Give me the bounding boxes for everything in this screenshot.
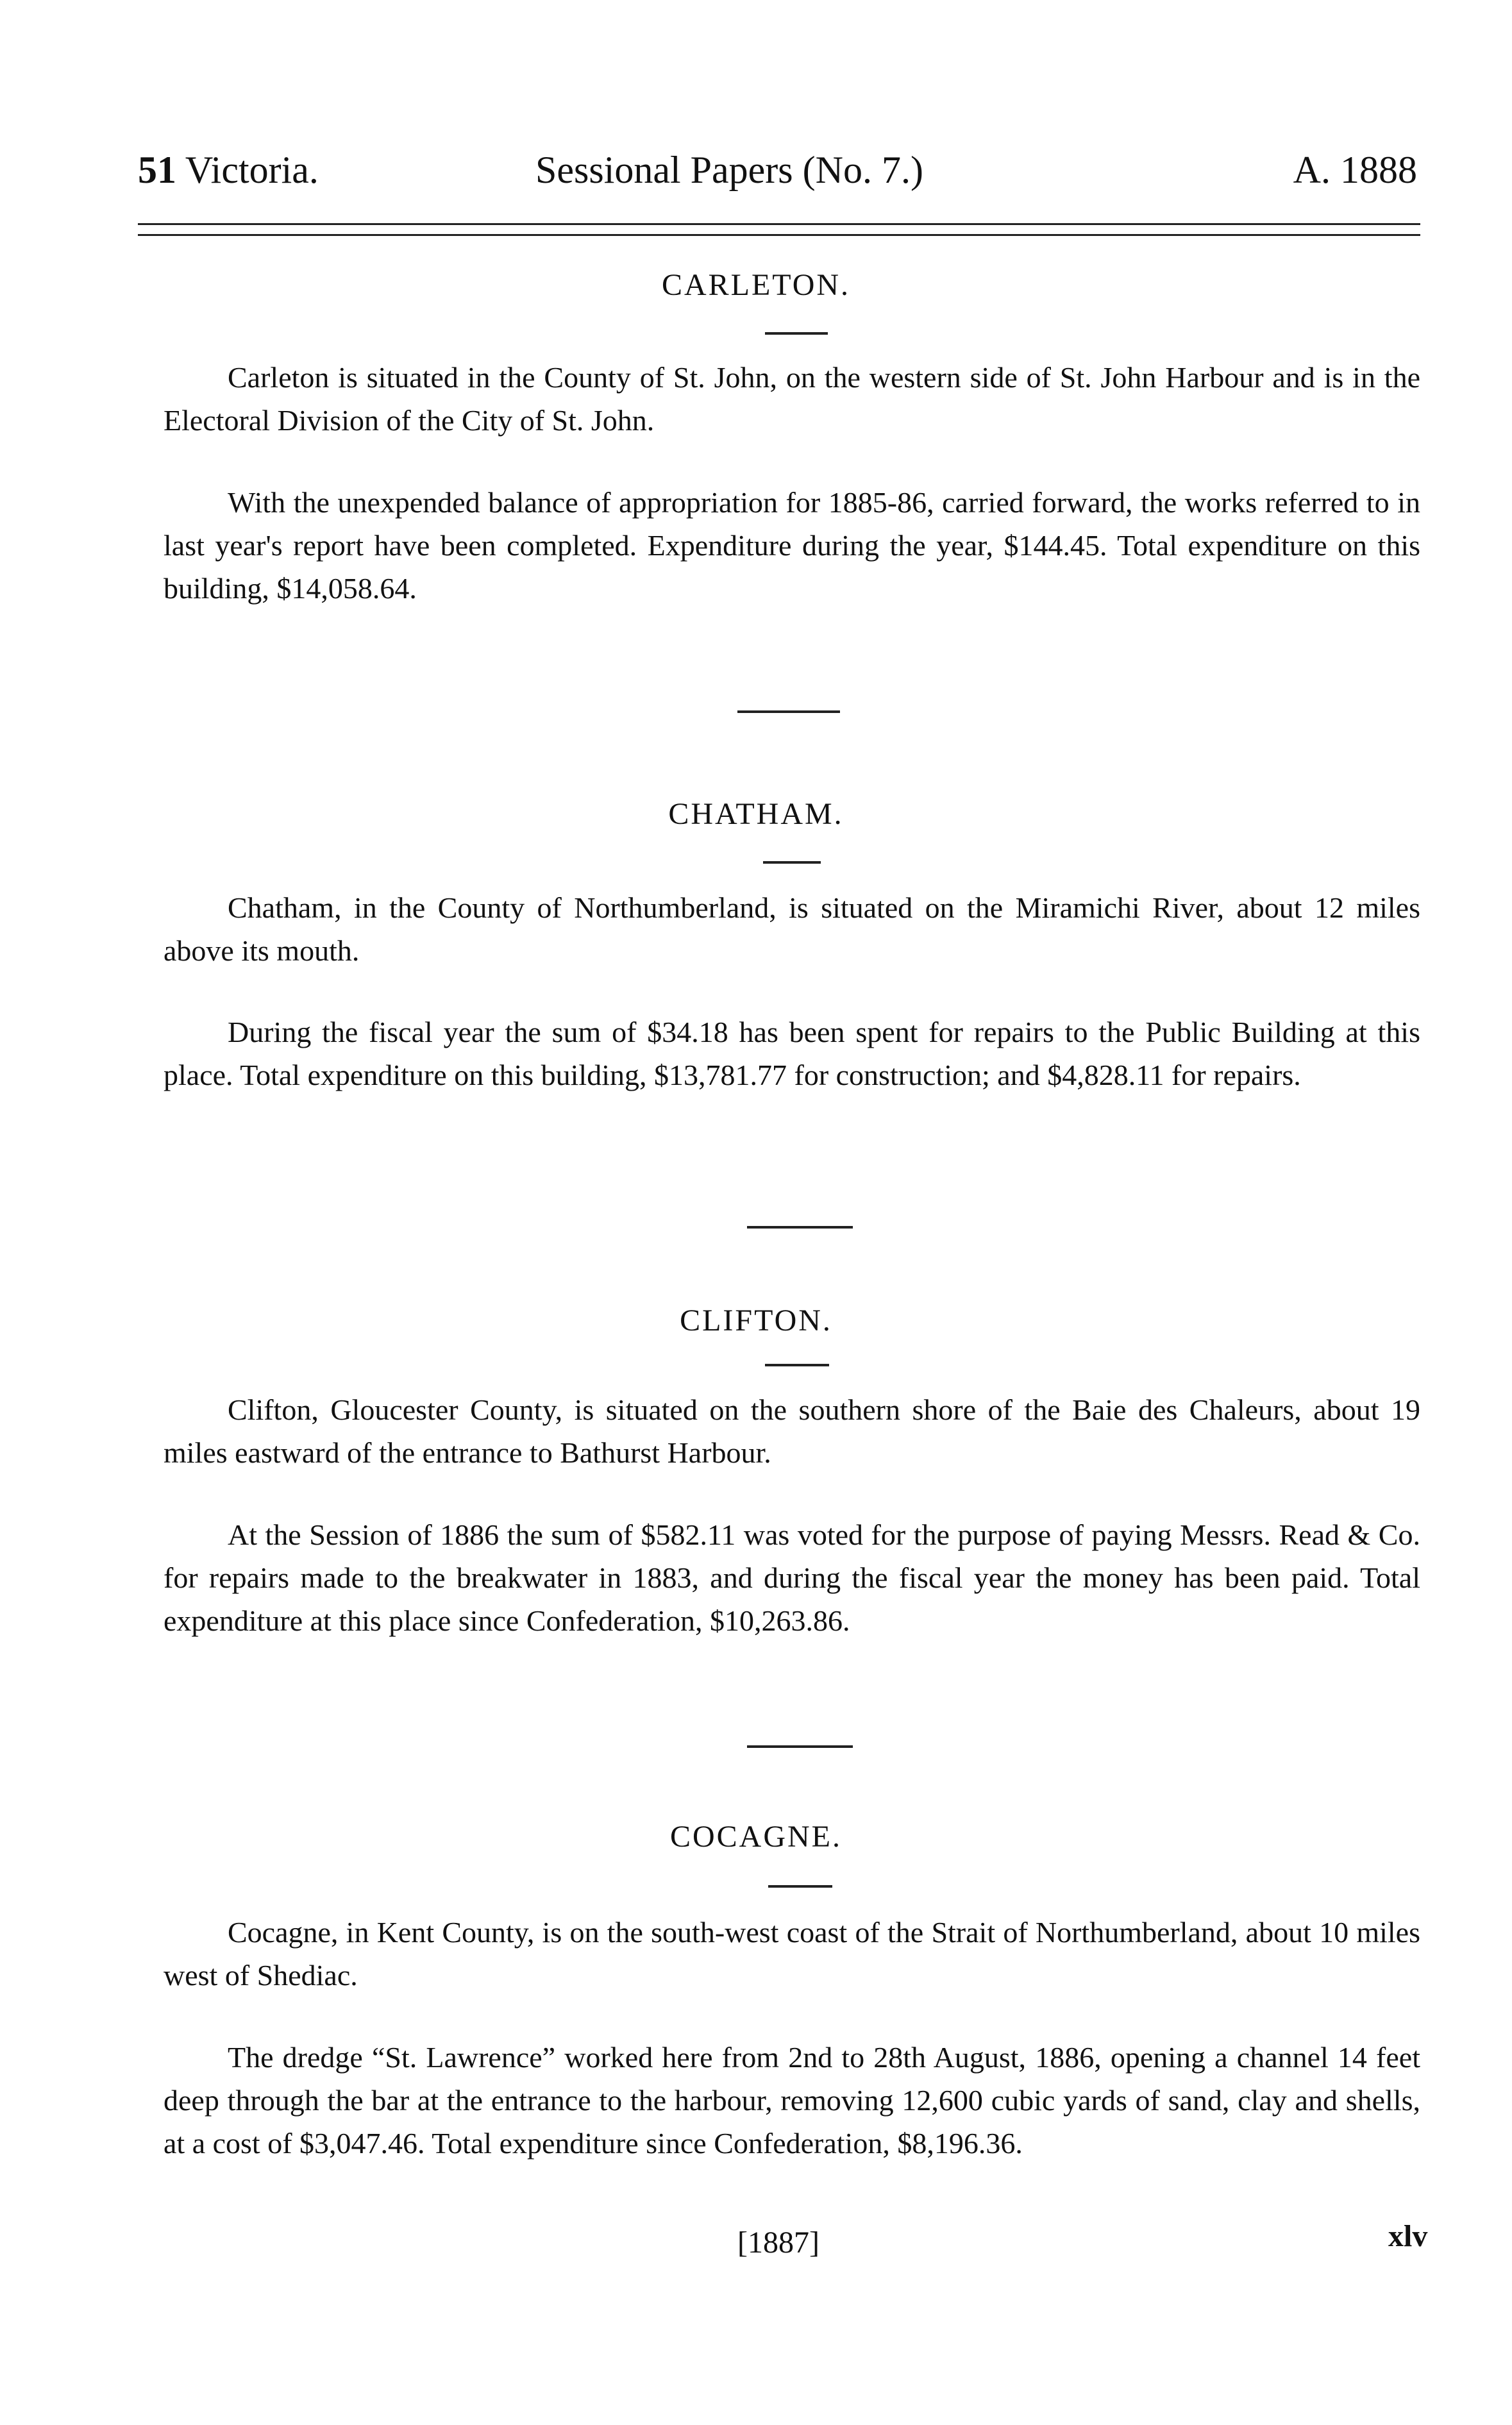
title-underline-chatham — [763, 861, 821, 864]
section-title-carleton: CARLETON. — [661, 268, 851, 302]
footer-page-number: [1887] — [737, 2226, 819, 2260]
cocagne-paragraph-1: Cocagne, in Kent County, is on the south-west coast of the Strait of Northumberland, about 10 miles west of Shediac. — [164, 1916, 1420, 1992]
carleton-paragraph-1: Carleton is situated in the County of St. John, on the western side of St. John Harbour and is in the Electoral Division of the City of St. John. — [164, 361, 1420, 437]
section-separator-3 — [747, 1745, 853, 1748]
chatham-paragraph-2: During the fiscal year the sum of $34.18 has been spent for repairs to the Public Building at this place. Total expenditure on this building, $13,781.77 for construction; and $4,828.11 for repairs. — [164, 1016, 1420, 1091]
page-header — [138, 144, 1417, 196]
clifton-paragraph-2: At the Session of 1886 the sum of $582.11 was voted for the purpose of paying Messrs. Read & Co. for repairs made to the breakwater in 1883, and during the fiscal year the money has been paid. Total expenditure at this place since Confederation, $10,263.86. — [164, 1518, 1420, 1637]
header-center: Sessional Papers (No. 7.) — [535, 149, 923, 191]
title-underline-clifton — [765, 1364, 829, 1366]
footer-roman-numeral: xlv — [1388, 2219, 1428, 2253]
section-title-clifton: CLIFTON. — [680, 1304, 832, 1338]
header-double-rule — [138, 223, 1420, 236]
section-separator-1 — [737, 710, 840, 713]
header-left-number: 51 — [138, 149, 176, 191]
header-right: A. 1888 — [1293, 149, 1417, 191]
title-underline-cocagne — [768, 1885, 832, 1888]
section-separator-2 — [747, 1226, 853, 1229]
chatham-paragraph-1: Chatham, in the County of Northumberland, is situated on the Miramichi River, about 12 miles above its mouth. — [164, 891, 1420, 967]
header-left-text: Victoria. — [185, 149, 319, 191]
cocagne-paragraph-2: The dredge “St. Lawrence” worked here from 2nd to 28th August, 1886, opening a channel 14 feet deep through the bar at the entrance to the harbour, removing 12,600 cubic yards of sand, clay and shells, at a cost of $3,047.46. Total expenditure since Confederation, $8,196.36. — [164, 2041, 1420, 2160]
carleton-paragraph-2: With the unexpended balance of appropriation for 1885-86, carried forward, the works referred to in last year's report have been completed. Expenditure during the year, $144.45. Total expenditure on this building, $14,058.64. — [164, 486, 1420, 605]
section-title-cocagne: COCAGNE. — [669, 1820, 842, 1854]
header-left — [138, 144, 319, 196]
section-title-chatham: CHATHAM. — [668, 797, 844, 831]
title-underline-carleton — [765, 332, 828, 335]
clifton-paragraph-1: Clifton, Gloucester County, is situated on the southern shore of the Baie des Chaleurs, about 19 miles eastward of the entrance to Bathurst Harbour. — [164, 1393, 1420, 1469]
